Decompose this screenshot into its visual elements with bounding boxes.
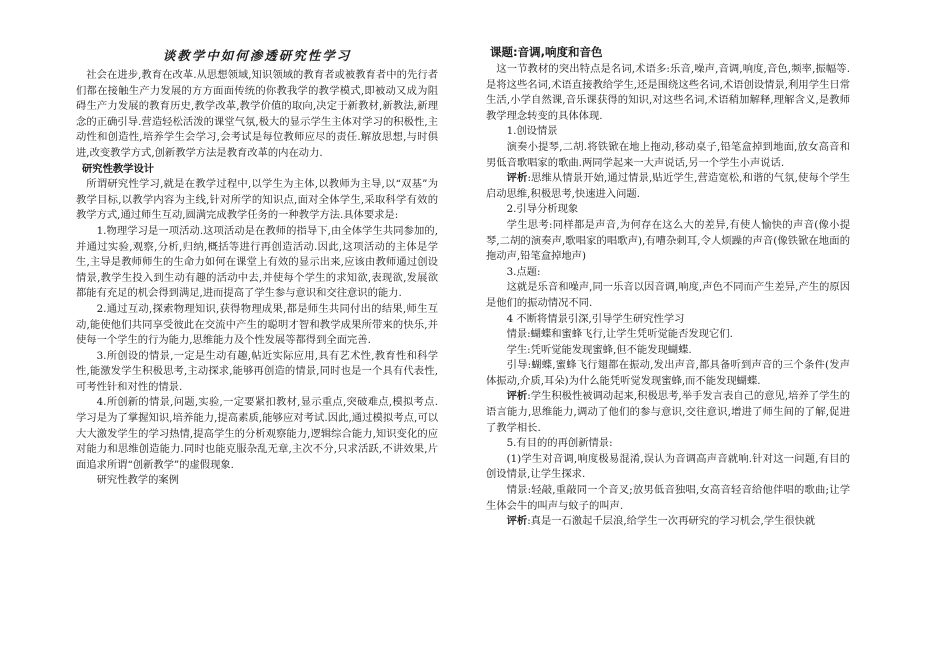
step-5-scenario: 情景:轻敲,重敲同一个音叉;放男低音独唱,女高音轻音给他伴唱的歌曲;让学生体会牛的叫声与蚊子的叫声.: [486, 484, 850, 512]
step-4-guidance: 引导:蝴蝶,蜜蜂飞行翅都在振动,发出声音,都具备听到声音的三个条件(发声体振动,介质,耳朵)为什么能凭听觉发现蜜蜂,而不能发现蝴蝶.: [486, 359, 850, 387]
evaluation-2-text: :学生积极性被调动起来,积极思考,举手发言表自己的意见,培养了学生的语言能力,思维能力,调动了他们的参与意识,交往意识,增进了师生间的了解,促进了教学相长.: [486, 390, 851, 434]
step-2-heading: 2.引导分析现象: [506, 203, 579, 216]
section-intro-paragraph: 所谓研究性学习,就是在教学过程中,以学生为主体,以教师为主导,以“双基”为教学目标,以教学内容为主线,针对所学的知识点,面对全体学生,采取科学有效的教学方式,通过师生互动,圆满完成教学任务的一种教学方法.具体要求是:: [76, 178, 438, 222]
step-1-heading: 1.创设情景: [506, 125, 558, 138]
step-4-heading: 4 不断将情景引深,引导学生研究性学习: [506, 312, 685, 325]
evaluation-3: [486, 514, 850, 530]
intro-paragraph: 社会在进步,教育在改革.从思想领域,知识领域的教育者或被教育者中的先行者们都在接触生产力发展的方方面面传统的你教我学的教学模式,即被动又成为阻碍生产力发展的教育历史,教学改革,教学价值的取向,决定于新教材,新教法,新理念的正确引导.营造轻松活泼的课堂气氛,极大的显示学生主体对学习的积极性,主动性和创造性,培养学生会学习,会考试是每位教师应尽的责任.解放思想,与时俱进,改变教学方式,创新教学方法是教育改革的内在动力.: [76, 69, 438, 159]
step-5-heading: 5.有目的的再创新情景:: [506, 437, 613, 450]
evaluation-3-text: :真是一石激起千层浪,给学生一次再研究的学习机会,学生很快就: [527, 515, 816, 528]
requirement-item-3: 3.所创设的情景,一定是生动有趣,帖近实际应用,具有艺术性,教育性和科学性,能激发学生积极思考,主动探求,能够再创造的情景,同时也是一个具有代表性,可考性针和对性的情景.: [76, 349, 438, 393]
requirement-item-4: 4.所创新的情景,问题,实验,一定要紧扣教材,显示重点,突破难点,模拟考点.学习是为了掌握知识,培养能力,提高素质,能够应对考试.因此,通过模拟考点,可以大大激发学生的学习热情,提高学生的分析观察能力,逻辑综合能力,知识变化的应对能力和思维创造能力.同时也能克服杂乱无章,主次不分,只求活跃,不讲效果,片面追求所谓“创新教学”的虚假现象.: [76, 396, 438, 471]
requirement-item-1: 1.物理学习是一项活动.这项活动是在教师的指导下,由全体学生共同参加的,并通过实验,观察,分析,归纳,概括等进行再创造活动.因此,这项活动的主体是学生,主导是教师师生的生命力如何在课堂上有效的显示出来,应该由教师通过创设情景,教学生投入到生动有趣的活动中去,并使每个学生的求知欲,表现欲,发展欲都能有充足的机会得到满足,进而提高了学生参与意识和交往意识的能力.: [76, 224, 438, 300]
evaluation-label: 评析: [506, 390, 528, 403]
evaluation-label: 评析: [506, 515, 528, 528]
step-1-text: 演奏小提琴,二胡.将铁锨在地上拖动,移动桌子,铅笔盒掉到地面,放女高音和男低音歌唱家的歌曲.两同学起来一大声说话,另一个学生小声说话.: [486, 140, 850, 169]
lesson-title: 课题:音调,响度和音色: [490, 45, 603, 59]
right-column: [486, 44, 850, 530]
step-2-text: 学生思考:同样都是声音,为何存在这么大的差异,有使人愉快的声音(像小提琴,二胡的演奏声,歌唱家的唱歌声),有嘈杂刺耳,令人烦躁的声音(像铁锨在地面的拖动声,铅笔盒掉地声): [486, 218, 850, 263]
lesson-intro-paragraph: 这一节教材的突出特点是名词,术语多:乐音,噪声,音调,响度,音色,频率,振幅等.是将这些名词,术语直接教给学生,还是围绕这些名词,术语创设情景,利用学生日常生活,小学自然课,音乐课获得的知识,对这些名词,术语稍加解释,理解含义,是教师教学理念转变的具体体现.: [486, 63, 850, 122]
evaluation-1: [486, 171, 850, 202]
step-5-problem: (1)学生对音调,响度极易混淆,误认为音调高声音就响.针对这一问题,有目的创设情景,让学生探求.: [486, 452, 850, 481]
evaluation-label: 评析: [506, 172, 528, 185]
step-3-text: 这就是乐音和噪声,同一乐音以因音调,响度,声色不同而产生差异,产生的原因是他们的振动情况不同.: [486, 281, 850, 309]
article-title: 谈教学中如何渗透研究性学习: [162, 48, 352, 63]
requirement-item-2: 2.通过互动,探索物理知识,获得物理成果,都是师生共同付出的结果,师生互动,能使他们共同享受彼此在交流中产生的聪明才智和教学成果所带来的快乐,并使每一个学生的行为能力,思维能力及个性发展等都得到全面完善.: [76, 302, 438, 347]
step-4-student: 学生:凭听觉能发现蜜蜂,但不能发现蝴蝶.: [506, 343, 692, 356]
step-3-heading: 3.点题:: [506, 265, 541, 278]
case-study-heading: 研究性教学的案例: [96, 474, 179, 487]
evaluation-1-text: :思维从情景开始,通过情景,贴近学生,营造宽松,和谐的气氛,使每个学生启动思维,积极思考,快速进入问题.: [486, 172, 850, 200]
section-heading: 研究性教学设计: [82, 162, 155, 175]
evaluation-2: [486, 389, 850, 436]
step-4-scenario: 情景:蝴蝶和蜜蜂飞行,让学生凭听觉能否发现它们.: [506, 328, 733, 341]
left-column: [76, 48, 438, 489]
